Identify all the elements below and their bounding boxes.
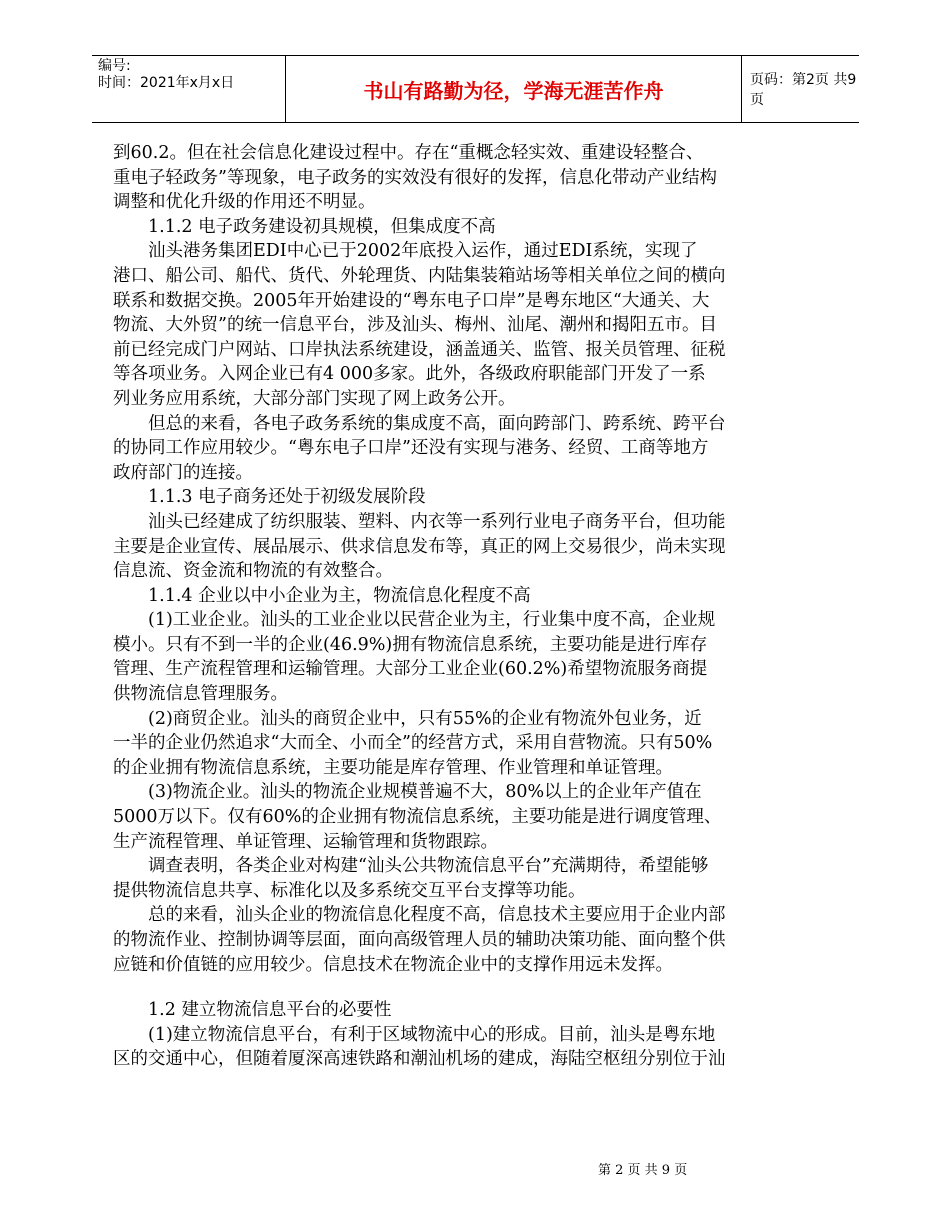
text-line: 列业务应用系统，大部分部门实现了网上政务公开。: [113, 388, 516, 409]
text-line: 总的来看，汕头企业的物流信息化程度不高，信息技术主要应用于企业内部: [148, 905, 726, 926]
text-line: 区的交通中心，但随着厦深高速铁路和潮汕机场的建成，海陆空枢纽分别位于汕: [113, 1049, 726, 1070]
text-line: 供物流信息管理服务。: [113, 684, 288, 705]
header-meta: [92, 56, 285, 122]
header-motto: 书山有路勤为径，学海无涯苦作舟: [285, 56, 742, 122]
page-footer: 第 2 页 共 9 页: [598, 1163, 688, 1178]
text-line: 生产流程管理、单证管理、运输管理和货物跟踪。: [113, 831, 498, 852]
text-line: (3)物流企业。汕头的物流企业规模普遍不大，80%以上的企业年产值在: [148, 782, 702, 803]
text-line: 应链和价值链的应用较少。信息技术在物流企业中的支撑作用远未发挥。: [113, 954, 673, 975]
paragraph-gap: [113, 977, 773, 998]
text-line: 主要是企业宣传、展品展示、供求信息发布等，真正的网上交易很少，尚未实现: [113, 536, 726, 557]
text-line: 5000万以下。仅有60%的企业拥有物流信息系统，主要功能是进行调度管理、: [113, 807, 722, 828]
header-page-info: 页码：第2页 共9页: [750, 72, 857, 108]
text-line: 等各项业务。入网企业已有4 000多家。此外，各级政府职能部门开发了一系: [113, 364, 706, 385]
text-line: (1)工业企业。汕头的工业企业以民营企业为主，行业集中度不高，企业规: [148, 610, 716, 631]
text-line: 调查表明，各类企业对构建“汕头公共物流信息平台”充满期待，希望能够: [148, 856, 709, 877]
text-line: 汕头港务集团EDI中心已于2002年底投入运作，通过EDI系统，实现了: [148, 241, 698, 262]
document-time-label: 时间：2021年x月x日: [98, 75, 235, 91]
text-line: (2)商贸企业。汕头的商贸企业中，只有55%的企业有物流外包业务，近: [148, 708, 702, 729]
page-header: [92, 55, 859, 123]
text-line: 1.1.4 企业以中小企业为主，物流信息化程度不高: [148, 585, 531, 606]
document-body: [113, 141, 773, 1072]
text-line: 政府部门的连接。: [113, 462, 253, 483]
text-line: 调整和优化升级的作用还不明显。: [113, 192, 376, 213]
text-line: 提供物流信息共享、标准化以及多系统交互平台支撑等功能。: [113, 880, 586, 901]
text-line: 物流、大外贸”的统一信息平台，涉及汕头、梅州、汕尾、潮州和揭阳五市。目: [113, 315, 717, 336]
document-number-label: 编号:: [98, 58, 131, 74]
text-line: 前已经完成门户网站、口岸执法系统建设，涵盖通关、监管、报关员管理、征税: [113, 339, 726, 360]
text-line: 信息流、资金流和物流的有效整合。: [113, 561, 393, 582]
text-line: 但总的来看，各电子政务系统的集成度不高，面向跨部门、跨系统、跨平台: [148, 413, 726, 434]
text-line: 模小。只有不到一半的企业(46.9%)拥有物流信息系统，主要功能是进行库存: [113, 634, 708, 655]
text-line: 一半的企业仍然追求“大而全、小而全”的经营方式，采用自营物流。只有50%: [113, 733, 713, 754]
text-line: 的协同工作应用较少。“粤东电子口岸”还没有实现与港务、经贸、工商等地方: [113, 438, 709, 459]
text-line: 到60.2。但在社会信息化建设过程中。存在“重概念轻实效、重建设轻整合、: [113, 143, 704, 163]
text-line: 1.2 建立物流信息平台的必要性: [148, 1000, 392, 1021]
text-line: 1.1.2 电子政务建设初具规模，但集成度不高: [148, 216, 496, 237]
text-line: 重电子轻政务”等现象，电子政务的实效没有很好的发挥，信息化带动产业结构: [113, 167, 717, 188]
text-line: 的企业拥有物流信息系统，主要功能是库存管理、作业管理和单证管理。: [113, 757, 673, 778]
text-line: 汕头已经建成了纺织服装、塑料、内衣等一系列行业电子商务平台，但功能: [148, 511, 726, 532]
text-line: 联系和数据交换。2005年开始建设的“粤东电子口岸”是粤东地区“大通关、大: [113, 290, 710, 311]
text-line: 港口、船公司、船代、货代、外轮理货、内陆集装箱站场等相关单位之间的横向: [113, 265, 726, 286]
text-line: 管理、生产流程管理和运输管理。大部分工业企业(60.2%)希望物流服务商提: [113, 659, 708, 680]
text-line: 的物流作业、控制协调等层面，面向高级管理人员的辅助决策功能、面向整个供: [113, 930, 726, 950]
text-line: 1.1.3 电子商务还处于初级发展阶段: [148, 487, 426, 508]
text-line: (1)建立物流信息平台，有利于区域物流中心的形成。目前，汕头是粤东地: [148, 1024, 716, 1045]
